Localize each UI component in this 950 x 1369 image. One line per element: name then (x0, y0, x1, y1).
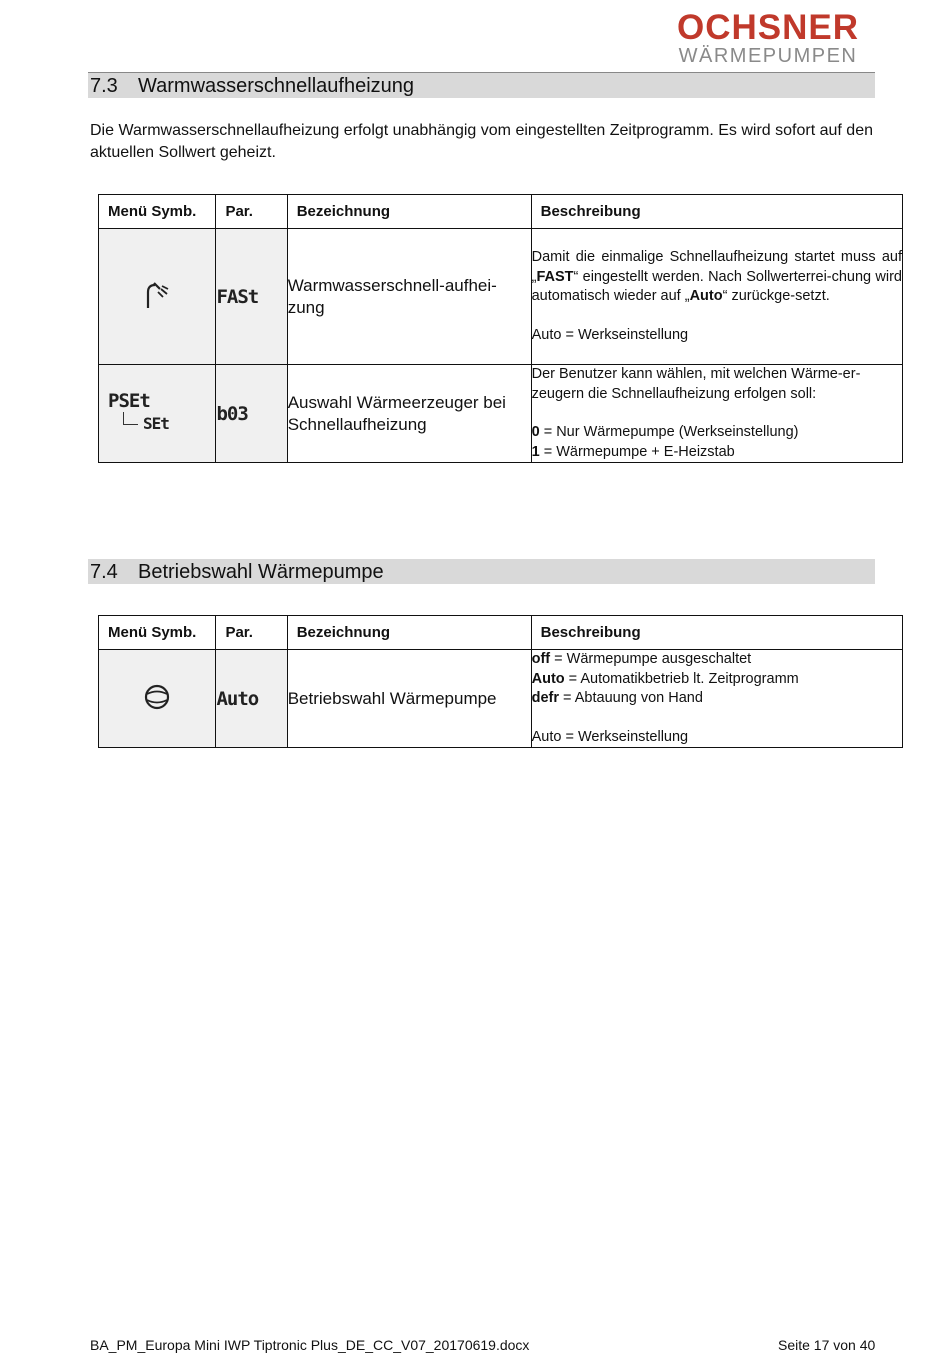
table-header-row (99, 616, 903, 650)
option-text: = Automatikbetrieb lt. Zeitprogramm (564, 670, 799, 687)
option-text: = Wärmepumpe + E-Heizstab (539, 443, 735, 460)
name-cell: Auswahl Wärmeerzeuger bei Schnellaufheizung (287, 365, 531, 463)
table-row (99, 365, 903, 463)
section-heading-7-4 (88, 559, 875, 584)
param-b03: b03 (216, 402, 248, 425)
footer-page-number: Seite 17 von 40 (778, 1337, 876, 1353)
table-row (99, 229, 903, 365)
menu-pset: PSEt (108, 389, 150, 412)
menu-symbol-cell (99, 229, 216, 365)
menu-set: SEt (143, 413, 169, 433)
description-part: “ eingestellt werden. Nach Sollwerterrei-chung wird automatisch wieder auf „ (531, 268, 902, 304)
option-auto (532, 670, 902, 690)
header-menu-symbol: Menü Symb. (99, 616, 216, 650)
default-setting: Auto = Werkseinstellung (531, 728, 689, 745)
default-setting: Auto = Werkseinstellung (531, 326, 689, 343)
option-text: = Abtauung von Hand (559, 690, 703, 706)
option-defr (532, 689, 902, 709)
name-cell: Betriebswahl Wärmepumpe (287, 650, 531, 748)
param-fast: FASt (216, 285, 259, 308)
ochsner-logo (668, 10, 868, 66)
table-header-row (99, 195, 903, 229)
description-cell (531, 365, 902, 463)
header-name: Bezeichnung (287, 195, 531, 229)
parameter-cell (216, 365, 287, 463)
tree-branch-line (123, 412, 138, 425)
shower-icon (143, 280, 171, 310)
option-text: = Wärmepumpe ausgeschaltet (550, 651, 752, 667)
compressor-icon (143, 683, 171, 711)
name-cell: Warmwasserschnell-aufhei- zung (287, 229, 531, 365)
parameter-cell (216, 229, 287, 365)
parameter-cell (216, 650, 287, 748)
description-text (532, 248, 902, 307)
section-heading-7-3 (88, 73, 875, 98)
header-parameter: Par. (216, 195, 287, 229)
description-cell (531, 229, 902, 365)
section-number: 7.4 (90, 561, 118, 583)
option-off (532, 650, 902, 670)
section-title: Betriebswahl Wärmepumpe (138, 561, 384, 583)
option-key: 0 (531, 424, 540, 440)
description-part: “ zurückge-setzt. (722, 288, 830, 304)
description-bold-auto: Auto (689, 288, 723, 304)
intro-paragraph: Die Warmwasserschnellaufheizung erfolgt unabhängig vom eingestellten Zeitprogramm. Es wird sofort auf den aktuellen Sollwert geheizt. (90, 122, 873, 161)
header-name: Bezeichnung (287, 616, 531, 650)
description-part: Damit die einmalige Schnellaufheizung startet muss auf „ (531, 249, 902, 285)
param-auto: Auto (216, 687, 259, 710)
table-row (99, 650, 903, 748)
header-menu-symbol: Menü Symb. (99, 195, 216, 229)
header-description: Beschreibung (531, 195, 902, 229)
footer-filename: BA_PM_Europa Mini IWP Tiptronic Plus_DE_CC_V07_20170619.docx (90, 1337, 530, 1353)
option-text: = Nur Wärmepumpe (Werkseinstellung) (539, 424, 799, 440)
description-bold-fast: FAST (536, 268, 574, 285)
option-key: off (531, 651, 551, 667)
option-0 (532, 423, 902, 443)
description-text: Der Benutzer kann wählen, mit welchen Wärme-er-zeugern die Schnellaufheizung erfolgen soll: (531, 366, 861, 402)
description-cell (531, 650, 902, 748)
menu-symbol-cell (99, 365, 216, 463)
parameter-table-7-3 (98, 194, 903, 463)
parameter-table-7-4 (98, 615, 903, 748)
section-number: 7.3 (90, 75, 118, 97)
option-key: Auto (531, 670, 565, 687)
section-title: Warmwasserschnellaufheizung (138, 75, 415, 97)
header-parameter: Par. (216, 616, 287, 650)
header-description: Beschreibung (531, 616, 902, 650)
menu-symbol-cell (99, 650, 216, 748)
logo-subtitle: WÄRMEPUMPEN (678, 45, 858, 67)
option-1 (532, 443, 902, 463)
logo-wordmark: OCHSNER (676, 8, 860, 47)
menu-path (99, 384, 215, 444)
option-key: 1 (531, 443, 540, 460)
option-key: defr (531, 690, 560, 706)
